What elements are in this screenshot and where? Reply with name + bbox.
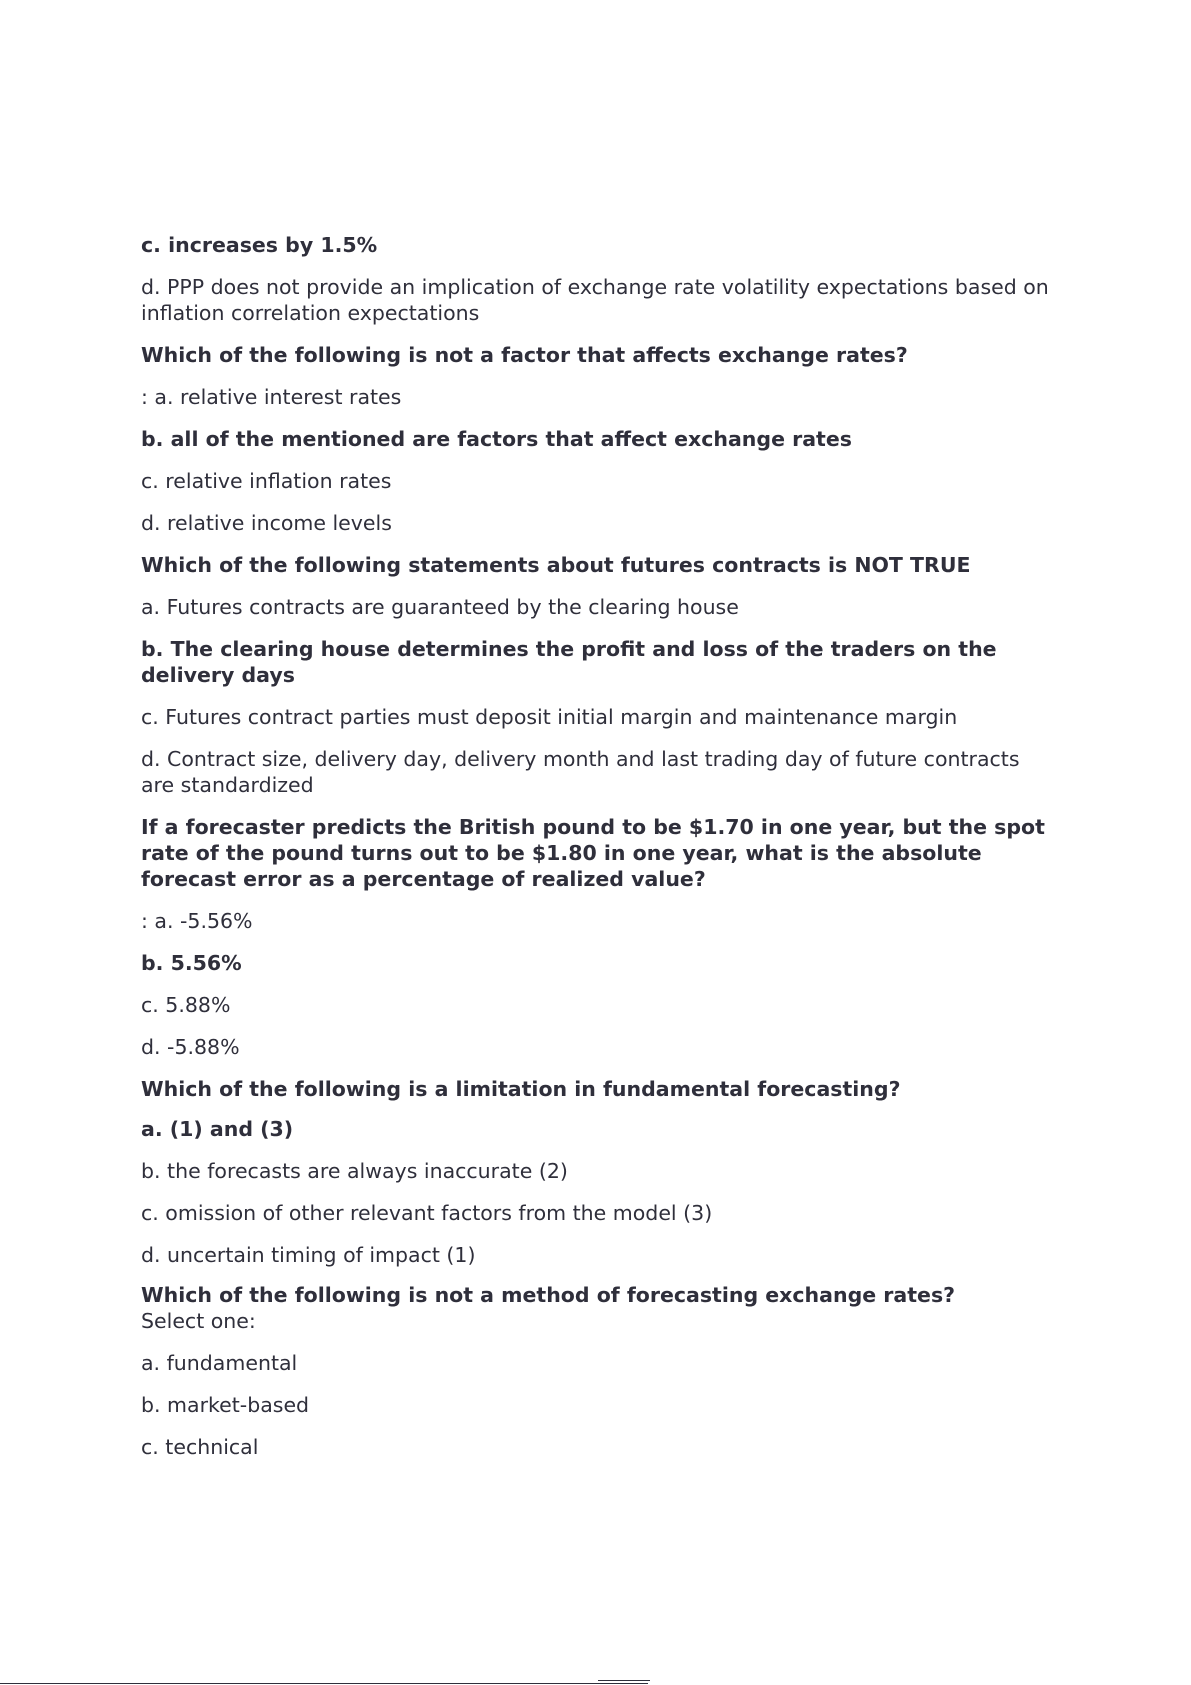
question-block	[141, 1282, 1051, 1334]
answer-option-selected: b. The clearing house determines the profit and loss of the traders on the delivery days	[141, 637, 997, 687]
answer-option: c. relative inflation rates	[141, 469, 392, 493]
answer-option: d. relative income levels	[141, 511, 392, 535]
answer-option: b. market-based	[141, 1393, 310, 1417]
footer-rule-mark	[598, 1680, 650, 1681]
answer-option-selected: c. increases by 1.5%	[141, 233, 378, 257]
answer-option: d. -5.88%	[141, 1035, 240, 1059]
answer-option: c. technical	[141, 1435, 259, 1459]
answer-option: a. Futures contracts are guaranteed by the clearing house	[141, 595, 739, 619]
answer-option-selected: b. all of the mentioned are factors that affect exchange rates	[141, 427, 852, 451]
document-page	[141, 232, 1051, 1476]
answer-option: d. Contract size, delivery day, delivery month and last trading day of future contracts are standardized	[141, 747, 1020, 797]
answer-option: c. omission of other relevant factors from the model (3)	[141, 1201, 713, 1225]
answer-option: b. the forecasts are always inaccurate (2)	[141, 1159, 568, 1183]
question-text: Which of the following is not a factor that affects exchange rates?	[141, 343, 908, 367]
footer-rule	[0, 1683, 648, 1684]
select-one-prompt: Select one:	[141, 1309, 256, 1333]
answer-option: d. PPP does not provide an implication of exchange rate volatility expectations based on inflation correlation expectations	[141, 275, 1049, 325]
question-text: Which of the following statements about futures contracts is NOT TRUE	[141, 553, 971, 577]
question-text: Which of the following is not a method of forecasting exchange rates?	[141, 1283, 956, 1307]
answer-option-selected: b. 5.56%	[141, 951, 242, 975]
answer-option: : a. relative interest rates	[141, 385, 402, 409]
answer-option: a. fundamental	[141, 1351, 298, 1375]
question-text: If a forecaster predicts the British pound to be $1.70 in one year, but the spot rate of the pound turns out to be $1.80 in one year, what is the absolute forecast error as a percentage of realized value?	[141, 815, 1045, 891]
answer-option: : a. -5.56%	[141, 909, 253, 933]
answer-option: c. Futures contract parties must deposit initial margin and maintenance margin	[141, 705, 958, 729]
answer-option: d. uncertain timing of impact (1)	[141, 1243, 476, 1267]
question-text: Which of the following is a limitation in fundamental forecasting?	[141, 1077, 901, 1101]
answer-option-selected: a. (1) and (3)	[141, 1117, 294, 1141]
answer-option: c. 5.88%	[141, 993, 231, 1017]
